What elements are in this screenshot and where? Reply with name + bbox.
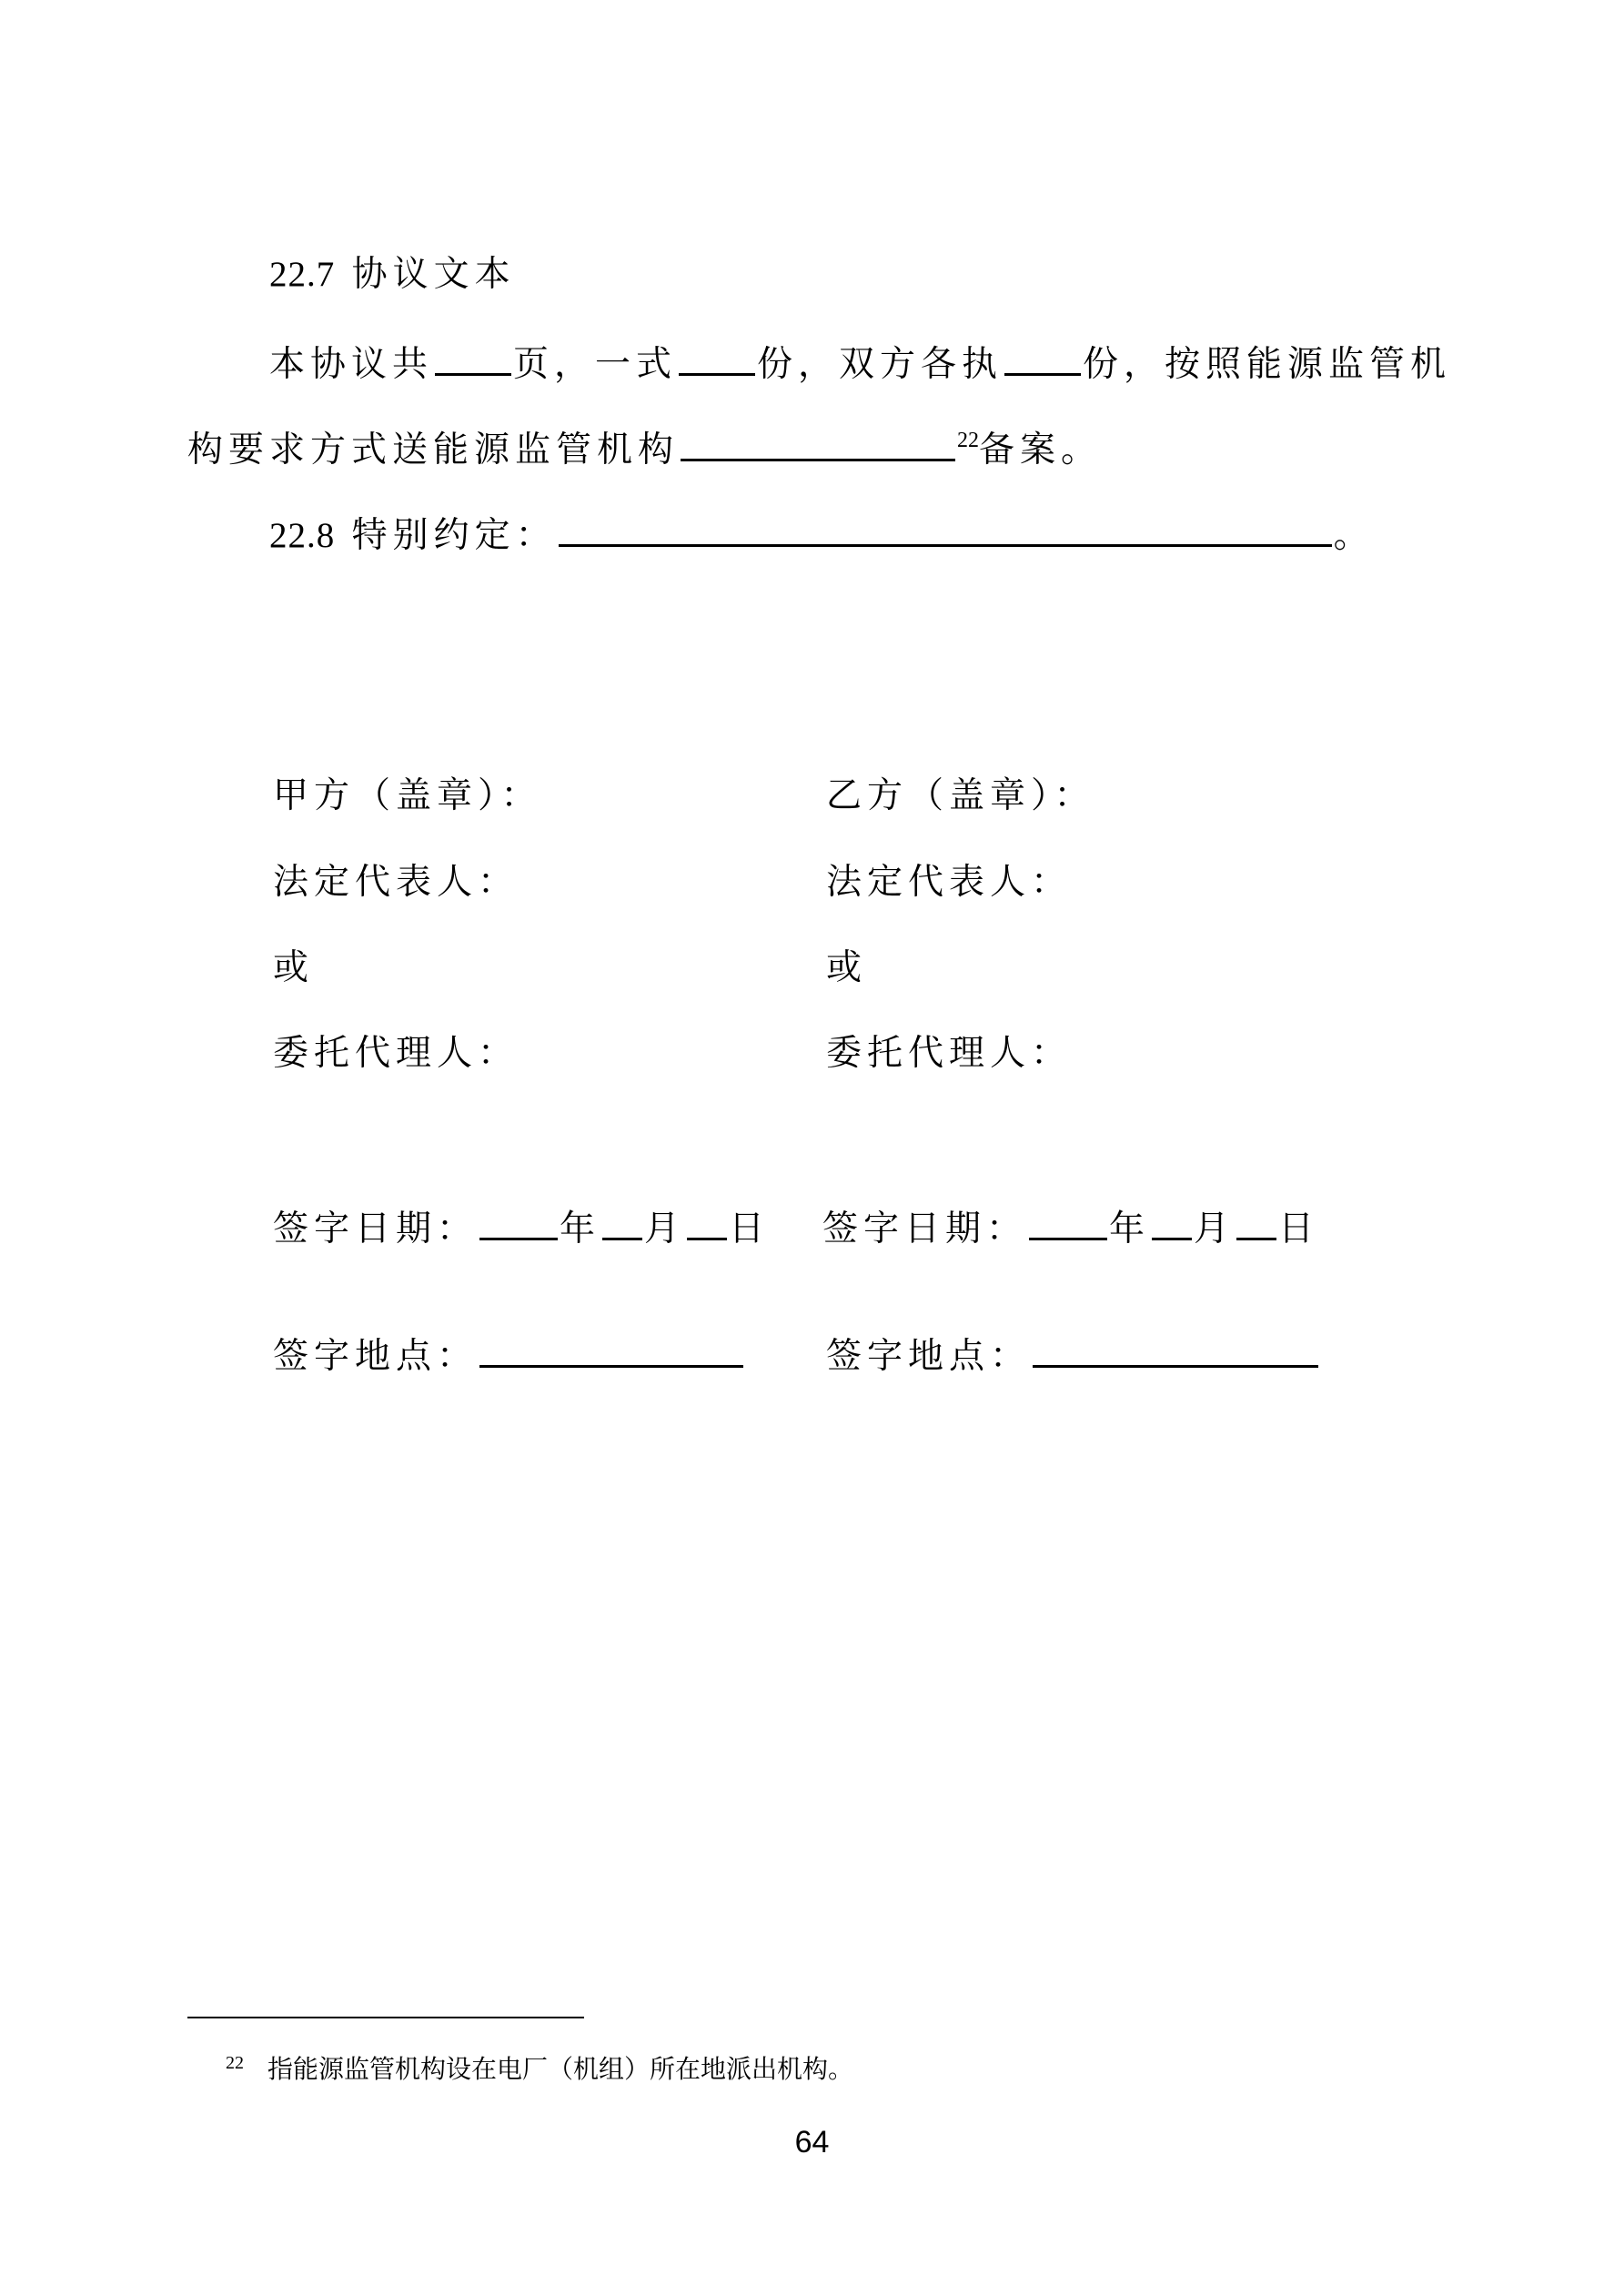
blank-month[interactable] xyxy=(602,1207,642,1240)
blank-pages[interactable] xyxy=(435,342,511,376)
year-label: 年 xyxy=(1109,1209,1151,1249)
date-label: 签字日期： xyxy=(273,1209,479,1249)
party-a-or: 或 xyxy=(273,947,315,988)
footnote-ref[interactable]: 22 xyxy=(957,429,980,452)
date-label: 签字日期： xyxy=(822,1209,1028,1249)
footnote xyxy=(226,2053,854,2084)
text-fragment: 备案。 xyxy=(979,430,1103,470)
page-number: 64 xyxy=(794,2125,830,2159)
section-number: 22.7 xyxy=(269,255,336,294)
section-22-8 xyxy=(269,513,1375,556)
day-label: 日 xyxy=(729,1209,771,1249)
blank-agency[interactable] xyxy=(681,428,955,461)
party-a-sign-place xyxy=(273,1334,745,1377)
party-a-legal-rep: 法定代表人： xyxy=(273,862,519,903)
party-b-or: 或 xyxy=(826,947,868,988)
party-b-agent: 委托代理人： xyxy=(826,1033,1073,1074)
blank-year[interactable] xyxy=(1029,1207,1107,1240)
blank-place[interactable] xyxy=(1033,1334,1318,1368)
year-label: 年 xyxy=(560,1209,601,1249)
footnote-text: 指能源监管机构设在电厂（机组）所在地派出机构。 xyxy=(267,2054,854,2084)
party-b-sign-place xyxy=(826,1334,1320,1377)
blank-year[interactable] xyxy=(479,1207,558,1240)
blank-month[interactable] xyxy=(1152,1207,1192,1240)
place-label: 签字地点： xyxy=(826,1336,1032,1377)
section-title: 特别约定： xyxy=(351,515,557,556)
text-fragment: 份，按照能源监管机 xyxy=(1083,344,1452,385)
footnote-marker: 22 xyxy=(226,2053,244,2073)
text-fragment: 份，双方各执 xyxy=(757,344,1004,385)
party-b-sign-date xyxy=(822,1207,1319,1247)
party-a-sign-date xyxy=(273,1207,770,1247)
blank-copies[interactable] xyxy=(679,342,755,376)
section-number: 22.8 xyxy=(269,516,336,555)
paragraph-copies xyxy=(269,342,1452,385)
blank-each-party[interactable] xyxy=(1004,342,1081,376)
place-label: 签字地点： xyxy=(273,1336,479,1377)
text-fragment: 页，一式 xyxy=(513,344,678,385)
blank-place[interactable] xyxy=(479,1334,743,1368)
blank-day[interactable] xyxy=(687,1207,727,1240)
text-fragment: 构要求方式送能源监管机构 xyxy=(187,430,680,470)
blank-special-terms[interactable] xyxy=(559,513,1332,547)
month-label: 月 xyxy=(644,1209,686,1249)
party-b-seal: 乙方（盖章）： xyxy=(826,775,1095,816)
month-label: 月 xyxy=(1194,1209,1236,1249)
section-title: 协议文本 xyxy=(351,254,516,295)
day-label: 日 xyxy=(1278,1209,1320,1249)
footnote-separator xyxy=(187,2017,584,2018)
party-a-agent: 委托代理人： xyxy=(273,1033,519,1074)
blank-day[interactable] xyxy=(1236,1207,1276,1240)
text-fragment: 。 xyxy=(1333,515,1375,556)
paragraph-filing xyxy=(187,428,1102,468)
section-22-7-heading xyxy=(269,254,516,295)
party-a-seal: 甲方（盖章）： xyxy=(273,775,542,816)
text-fragment: 本协议共 xyxy=(269,344,434,385)
party-b-legal-rep: 法定代表人： xyxy=(826,862,1073,903)
